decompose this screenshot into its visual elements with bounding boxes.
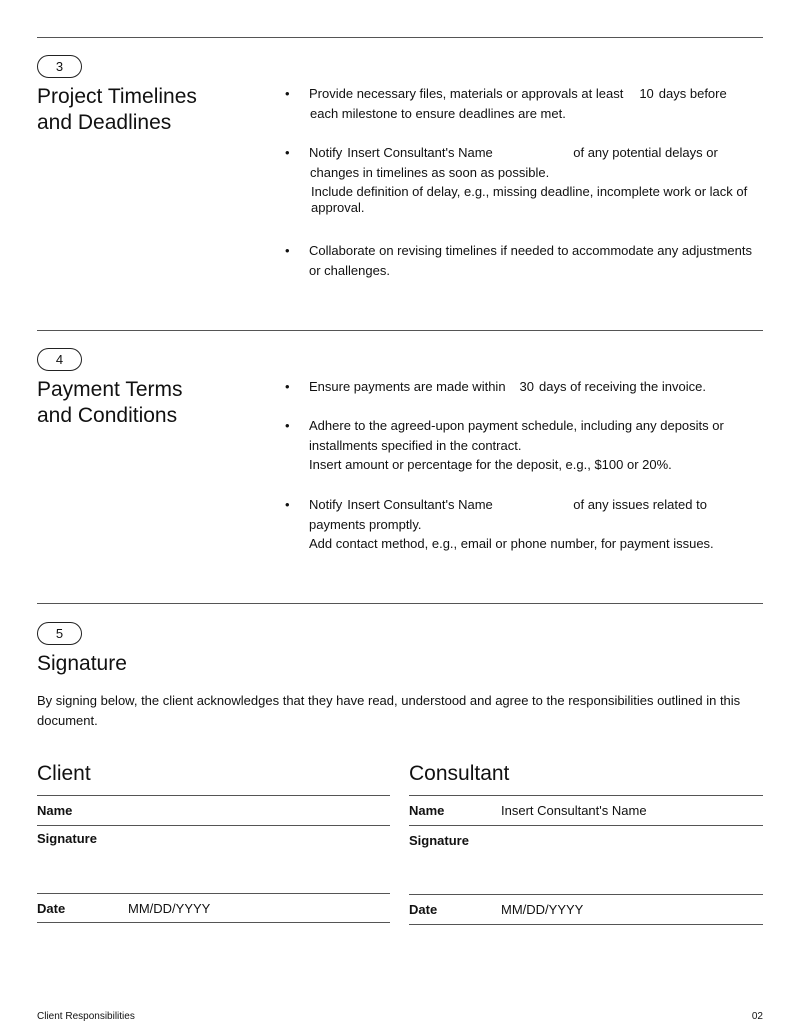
- client-signature-field[interactable]: [128, 828, 388, 890]
- divider: [409, 795, 763, 796]
- section-title-line: Payment Terms: [37, 378, 183, 401]
- bullet-text: Collaborate on revising timelines if needed to accommodate any adjustments: [309, 243, 752, 258]
- text: of any issues related to: [573, 497, 707, 512]
- note-line: Include definition of delay, e.g., missing deadline, incomplete work or lack of: [311, 184, 748, 199]
- instruction-note: [311, 184, 771, 216]
- consultant-signature-label: Signature: [409, 833, 469, 848]
- consultant-name-field[interactable]: Insert Consultant's Name: [347, 497, 493, 512]
- section-divider: [37, 37, 763, 38]
- client-date-field[interactable]: MM/DD/YYYY: [128, 901, 211, 916]
- text: Ensure payments are made within: [309, 379, 506, 394]
- bullet-icon: •: [285, 145, 290, 160]
- client-title: Client: [37, 762, 91, 785]
- consultant-date-field[interactable]: MM/DD/YYYY: [501, 902, 584, 917]
- client-name-label: Name: [37, 803, 73, 818]
- consultant-signature-field[interactable]: [501, 828, 761, 892]
- consultant-date-label: Date: [409, 902, 438, 917]
- instruction-note: Insert amount or percentage for the deposit, e.g., $100 or 20%.: [309, 457, 672, 472]
- section-title: Signature: [37, 652, 127, 675]
- section-title-line: Project Timelines: [37, 85, 197, 108]
- client-name-field[interactable]: [128, 803, 388, 819]
- section-divider: [37, 330, 763, 331]
- text: days before: [658, 86, 727, 101]
- section-title-line: and Deadlines: [37, 111, 172, 134]
- text: Notify: [309, 497, 343, 512]
- section-divider: [37, 603, 763, 604]
- note-line: approval.: [311, 200, 365, 215]
- days-field[interactable]: 10: [639, 86, 654, 101]
- consultant-name-field[interactable]: Insert Consultant's Name: [501, 803, 647, 818]
- client-signature-label: Signature: [37, 831, 97, 846]
- section-number-badge: 5: [37, 622, 82, 645]
- section-number-badge: 3: [37, 55, 82, 78]
- divider: [37, 795, 390, 796]
- client-date-label: Date: [37, 901, 66, 916]
- consultant-name-field[interactable]: Insert Consultant's Name: [347, 145, 493, 160]
- bullet-text: [309, 377, 706, 397]
- section-title: [37, 377, 267, 429]
- divider: [409, 894, 763, 895]
- page-number: 02: [751, 1011, 763, 1022]
- bullet-icon: •: [285, 86, 290, 101]
- intro-line: document.: [37, 713, 98, 728]
- section-title: [37, 84, 267, 136]
- bullet-text: [309, 84, 727, 104]
- section-number-badge: 4: [37, 348, 82, 371]
- bullet-icon: •: [285, 418, 290, 433]
- days-field[interactable]: 30: [519, 379, 535, 394]
- bullet-icon: •: [285, 497, 290, 512]
- divider: [37, 825, 390, 826]
- divider: [409, 924, 763, 925]
- bullet-icon: •: [285, 379, 290, 394]
- intro-line: By signing below, the client acknowledges that they have read, understood and agree to the responsibilities outlined in this: [37, 693, 741, 708]
- divider: [37, 922, 390, 923]
- divider: [409, 825, 763, 826]
- text: days of receiving the invoice.: [539, 379, 706, 394]
- signature-intro: [37, 691, 767, 731]
- bullet-text: [309, 143, 718, 163]
- text: Notify: [309, 145, 343, 160]
- consultant-name-label: Name: [409, 803, 445, 818]
- divider: [37, 893, 390, 894]
- bullet-text: changes in timelines as soon as possible.: [310, 165, 550, 180]
- section-title-line: and Conditions: [37, 404, 178, 427]
- consultant-title: Consultant: [409, 762, 510, 785]
- bullet-text: or challenges.: [309, 263, 390, 278]
- text: Provide necessary files, materials or approvals at least: [309, 86, 624, 101]
- footer-doc-title: Client Responsibilities: [37, 1011, 135, 1022]
- bullet-text: [309, 495, 707, 515]
- bullet-text: each milestone to ensure deadlines are met.: [310, 106, 566, 121]
- bullet-icon: •: [285, 243, 290, 258]
- bullet-text: payments promptly.: [309, 517, 422, 532]
- text: of any potential delays or: [573, 145, 718, 160]
- instruction-note: Add contact method, e.g., email or phone number, for payment issues.: [309, 536, 714, 551]
- bullet-text: Adhere to the agreed-upon payment schedule, including any deposits or: [309, 418, 724, 433]
- bullet-text: installments specified in the contract.: [309, 438, 522, 453]
